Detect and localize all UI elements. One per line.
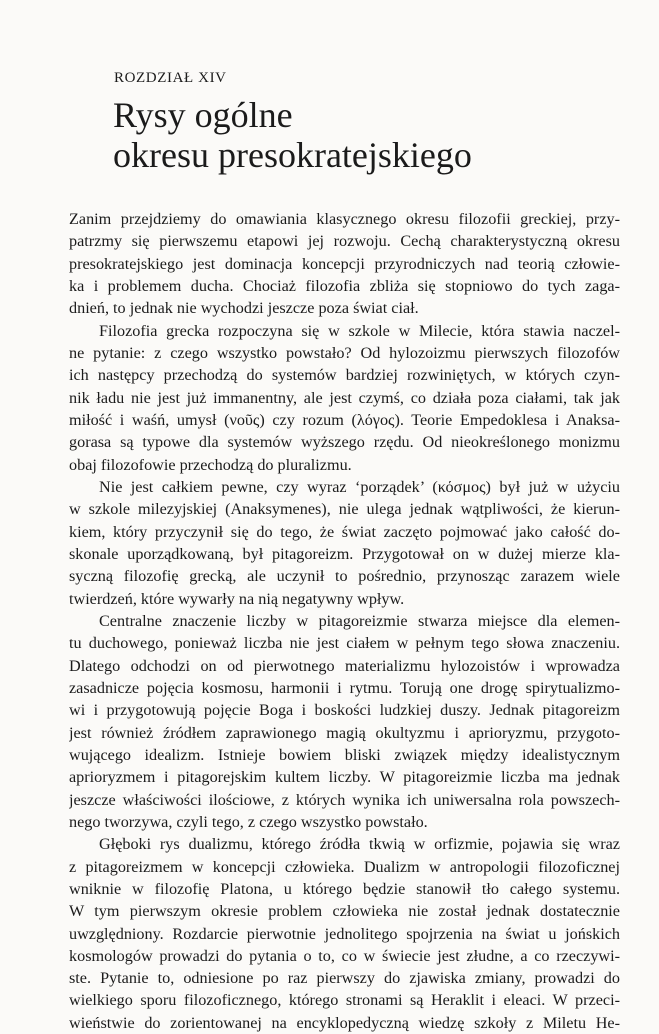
text-line: kosmologów prowadzi do pytania o to, co w świecie jest złudne, a co rzeczywi- [69,946,620,965]
text-line: ich następcy przechodzą do systemów bardziej rozwiniętych, w których czyn- [69,366,620,385]
text-line: Centralne znaczenie liczby w pitagoreizmie stwarza miejsce dla elemen- [99,611,620,630]
text-line: zasadnicze pojęcia kosmosu, harmonii i rytmu. Torują one drogę spirytualizmo- [69,678,620,697]
text-line: Zanim przejdziemy do omawiania klasycznego okresu filozofii greckiej, przy- [69,210,620,228]
text-line: skonale uporządkowaną, był pitagoreizm. Przygotował on w dużej mierze kla- [69,544,620,563]
text-line: Głęboki rys dualizmu, którego źródła tkwią w orfizmie, pojawia się wraz [99,835,620,854]
text-line: Dlatego odchodzi on od pierwotnego materializmu hylozoistów i wprowadza [69,656,620,675]
text-line: twierdzeń, które wywarły na nią negatywny wpływ. [69,589,405,608]
text-line: wielkiego sporu filozoficznego, którego stronami są Heraklit i eleaci. W przeci- [69,991,620,1010]
text-line: Filozofia grecka rozpoczyna się w szkole w Milecie, która stawia naczel- [99,321,620,340]
paragraph [69,320,620,476]
text-line: w szkole milezyjskiej (Anaksymenes), nie ulega jednak wątpliwości, że kierun- [69,500,620,519]
text-line: nik ładu nie jest już immanentny, ale jest czymś, co działa poza ciałami, tak jak [69,388,620,407]
text-line: presokratejskiego jest dominacja koncepcji przyrodniczych nad teorią człowie- [69,254,620,273]
paragraph [69,610,620,833]
text-line: Nie jest całkiem pewne, czy wyraz ‘porządek’ (κόσμος) był już w użyciu [99,477,620,496]
text-line: wieństwie do zorientowanej na encyklopedyczną wiedzę szkoły z Miletu He- [69,1013,620,1032]
paragraph [69,208,620,320]
text-line: W tym pierwszym okresie problem człowieka nie został jednak dostatecznie [69,902,620,921]
text-line: dnień, to jednak nie wychodzi jeszcze poza świat ciał. [69,299,419,318]
text-line: wniknie w filozofię Platona, u którego będzie stanowił tło całego systemu. [69,879,620,898]
chapter-number: ROZDZIAŁ XIV [114,70,227,86]
text-line: nego tworzywa, czyli tego, z czego wszystko powstało. [69,812,428,831]
text-line: z pitagoreizmem w koncepcji człowieka. Dualizm w antropologii filozoficznej [69,857,620,876]
text-line: uwzględniony. Rozdarcie pierwotnie jednolitego spojrzenia na świat u jońskich [69,924,620,943]
paragraph [69,833,620,1034]
text-line: obaj filozofowie przechodzą do pluralizmu. [69,455,352,474]
text-line: miłość i waśń, umysł (νοῦς) czy rozum (λόγος). Teorie Empedoklesa i Anaksa- [69,410,620,429]
text-line: wującego idealizm. Istnieje bowiem bliski związek między idealistycznym [69,745,620,764]
text-line: jest również źródłem zaprawionego magią okultyzmu i aprioryzmu, przygoto- [69,723,620,742]
text-line: tu duchowego, ponieważ liczba nie jest ciałem w pełnym tego słowa znaczeniu. [69,634,620,653]
text-line: aprioryzmem i pitagorejskim kultem liczby. W pitagoreizmie liczba ma jednak [69,768,620,787]
text-line: kiem, który przyczynił się do tego, że świat zaczęto pojmować jako całość do- [69,522,620,541]
text-line: ne pytanie: z czego wszystko powstało? Od hylozoizmu pierwszych filozofów [69,343,620,362]
text-line: jeszcze właściwości ilościowe, z których wynika ich uniwersalna rola powszech- [69,790,620,809]
chapter-title-line: okresu presokratejskiego [113,135,472,175]
text-line: syczną filozofię grecką, ale uczynił to pośrednio, przynosząc zarazem wiele [69,567,620,586]
body-text [69,208,620,1034]
chapter-title [113,95,472,175]
paragraph [69,476,620,610]
text-line: ste. Pytanie to, odniesione po raz pierwszy do zjawiska zmiany, prowadzi do [69,969,620,988]
chapter-title-line: Rysy ogólne [113,95,293,135]
text-line: gorasa są typowe dla systemów wyższego rzędu. Od nieokreślonego monizmu [69,433,620,452]
text-line: wi i przygotowują pojęcie Boga i boskości ludzkiej duszy. Jednak pitagoreizm [69,701,620,720]
text-line: patrzmy się pierwszemu etapowi jej rozwoju. Cechą charakterystyczną okresu [69,232,620,251]
text-line: ka i problemem ducha. Chociaż filozofia zbliża się stopniowo do tych zaga- [69,276,620,295]
